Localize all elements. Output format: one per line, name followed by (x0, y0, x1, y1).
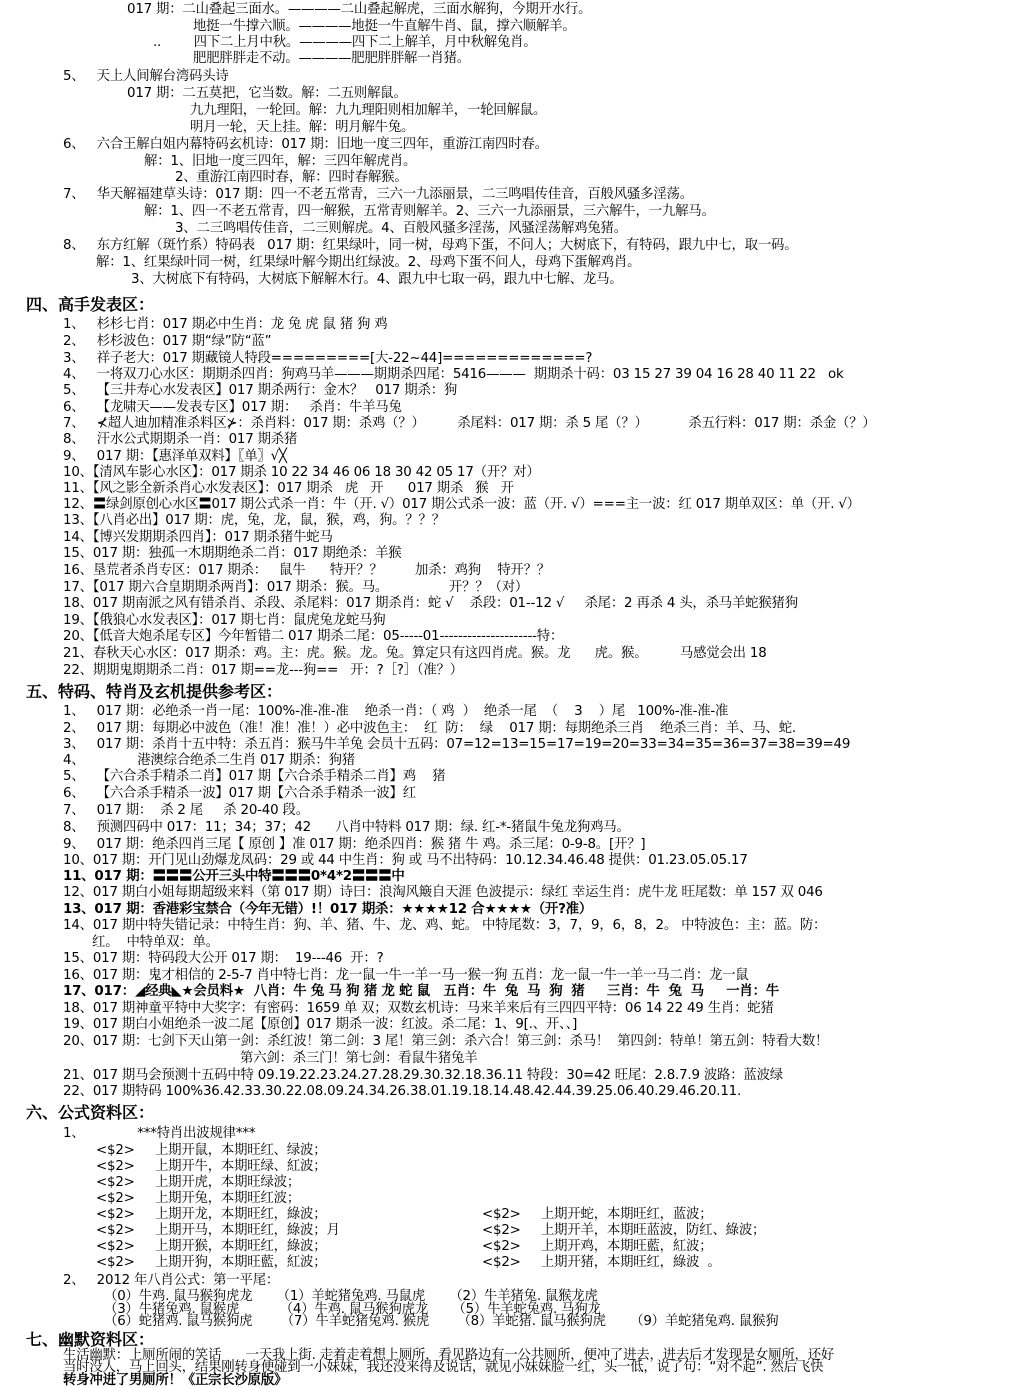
text-line: 1、 017 期：必绝杀一肖一尾：100%-准-准-准 绝杀一肖：（ 鸡 ） 绝杀一尾 （ 3 ）尾 100%-准-准-准 (63, 704, 729, 719)
text-line: <$2> 上期开鸡，本期旺藍，紅波； (482, 1239, 713, 1254)
text-line: <$2> 上期开猴，本期旺红，綠波； (96, 1239, 327, 1254)
text-line: 7、 华天解福建草头诗：017 期：四一不老五常青，三六一九添丽景，二三鸣唱传佳音，百般风骚多淫荡。 (63, 187, 693, 202)
text-line: 16、017 期：鬼才相信的 2-5-7 肖中特七肖：龙一鼠一牛一羊一马一猴一狗 五肖：龙一鼠一牛一羊一马二肖：龙一鼠 (63, 968, 749, 983)
text-line: 4、 港澳综合绝杀二生肖 017 期杀：狗猪 (63, 753, 355, 768)
text-line: 1、 ***特肖出波规律*** (63, 1126, 256, 1141)
text-line: 19、【俄狼心水发表区】：017 期七肖：鼠虎兔龙蛇马狗 (63, 613, 386, 628)
section-heading: 五、特码、特肖及玄机提供参考区： (26, 682, 283, 701)
text-line: 12、〓绿剑原创心水区〓017 期公式杀一肖：牛（开. √）017 期公式杀一波：蓝（开. √）===主一波：红 017 期单双区：单（开. √） (63, 497, 860, 512)
section-heading: 七、幽默资料区： (26, 1330, 155, 1350)
text-line: 11、017 期：〓〓〓公开三头中特〓〓〓0*4*2〓〓〓中 (63, 869, 405, 884)
text-line: 8、 东方红解（斑竹系）特码表 017 期：红果绿叶，同一树，母鸡下蛋，不问人；大树底下，有特码，跟九中七，取一码。 (63, 238, 798, 253)
text-line: 生活幽默：上厕所闹的笑话 一天我上街. 走着走着想上厕所，看见路边有一公共厕所，便冲了进去，进去后才发现是女厕所，还好 (63, 1347, 835, 1363)
text-line: 第六剑：杀三门！第七剑：看鼠牛猪兔羊 (240, 1051, 478, 1066)
text-line: 5、 【六合杀手精杀二肖】017 期【六合杀手精杀二肖】鸡 猪 (63, 769, 446, 784)
text-line: 13、017 期：香港彩宝禁合（今年无错）!！017 期杀：★★★★12 合★★★★（开?准） (63, 902, 593, 917)
text-line: 16、垦荒者杀肖专区：017 期杀： 鼠牛 特开？？ 加杀：鸡狗 特开？？ (63, 563, 550, 578)
text-line: 3、二三鸣唱传佳音，二三则解虎。4、百般风骚多淫荡，风骚淫荡解鸡兔猪。 (175, 221, 627, 236)
text-line: 8、 汗水公式期期杀一肖：017 期杀猪 (63, 432, 298, 447)
text-line: （3）牛猪兔鸡. 鼠猴虎 （4）牛鸡. 鼠马猴狗虎龙 （5）牛羊蛇兔鸡. 马狗龙 (104, 1301, 601, 1317)
text-line: 5、 【三井寿心水发表区】017 期杀两行：金木？ 017 期杀：狗 (63, 383, 458, 398)
text-line: 22、017 期特码 100%36.42.33.30.22.08.09.24.34.26.38.01.19.18.14.48.42.44.39.25.06.40.29.46.20.11. (63, 1084, 742, 1099)
text-line: 10、017 期：开门见山劲爆龙凤码：29 或 44 中生肖：狗 或 马不出特码：10.12.34.46.48 提供：01.23.05.05.17 (63, 853, 748, 868)
text-line: 解：1、四一不老五常青，四一解猴，五常青则解羊。2、三六一九添丽景，三六解牛，一九解马。 (144, 204, 715, 219)
text-line: 红。 中特单双：单。 (92, 935, 219, 950)
text-line: 017 期：二山叠起三面水。————二山叠起解虎，三面水解狗，今期开水行。 (127, 2, 592, 17)
text-line: 13、【八肖必出】017 期：虎，兔，龙，鼠，猴，鸡，狗。？？？ (63, 513, 445, 528)
text-line: 3、 017 期：杀肖十五中特：杀五肖：猴马牛羊兔 会员十五码：07=12=13=15=17=19=20=33=34=35=36=37=38=39=49 (63, 737, 851, 752)
text-line: 22、期期鬼期期杀二肖：017 期==龙---狗== 开：?［?］（准？） (63, 663, 463, 678)
text-line: （0）牛鸡. 鼠马猴狗虎龙 （1）羊蛇猪兔鸡. 马鼠虎 （2）牛羊猪兔. 鼠猴龙虎 (104, 1289, 598, 1304)
text-line: 5、 天上人间解台湾码头诗 (63, 69, 229, 84)
text-line: .. 四下二上月中秋。————四下二上解羊，月中秋解兔肖。 (153, 35, 537, 50)
text-line: 1、 杉杉七肖：017 期必中生肖：龙 兔 虎 鼠 猪 狗 鸡 (63, 317, 388, 332)
text-line: <$2> 上期开蛇，本期旺红，蓝波； (482, 1207, 713, 1222)
text-line: <$2> 上期开猪，本期旺红，綠波 。 (482, 1255, 721, 1270)
text-line: <$2> 上期开兔，本期旺红波； (96, 1191, 301, 1206)
text-line: 12、017 期白小姐每期超级来料（第 017 期）诗曰：浪淘风簸自天涯 色波提示：绿红 幸运生肖：虎牛龙 旺尾数：单 157 双 046 (63, 885, 823, 900)
text-line: 14、017 期中特失错记录：中特生肖：狗、羊、猪、牛、龙、鸡、蛇。 中特尾数：3，7，9，6，8，2。 中特波色：主：蓝。防： (63, 918, 827, 933)
text-line: 21、017 期马会预测十五码中特 09.19.22.23.24.27.28.29.30.32.18.36.11 特段：30=42 旺尾：2.8.7.9 波路：蓝波绿 (63, 1068, 783, 1083)
text-line: 3、大树底下有特码，大树底下解解木行。4、跟九中七取一码，跟九中七解、龙马。 (131, 272, 623, 287)
text-line: 转身冲进了男厕所！《正宗长沙原版》 (63, 1372, 288, 1388)
text-line: 17、【017 期六合皇期期杀两肖】：017 期杀：猴。马。 开？？（对） (63, 580, 529, 595)
text-line: 15、017 期：独孤一木期期绝杀二肖：017 期绝杀：羊猴 (63, 546, 402, 561)
text-line: 4、 一将双刀心水区：期期杀四肖：狗鸡马羊———期期杀四尾：5416——— 期期杀十码：03 15 27 39 04 16 28 40 11 22 ok (63, 367, 844, 382)
text-line: 2、 杉杉波色：017 期“绿”防“蓝” (63, 334, 272, 349)
text-line: 2、 2012 年八肖公式：第一平尾： (63, 1273, 280, 1288)
text-line: 2、 017 期：每期必中波色（准！准！准！）必中波色主： 红 防： 绿 017 期：每期绝杀三肖 绝杀三肖：羊、马、蛇. (63, 721, 796, 736)
text-line: 11、【风之影全新杀肖心水发表区】：017 期杀 虎 开 017 期杀 猴 开 (63, 481, 514, 496)
text-line: 18、017 期神童平特中大奖字：有密码：1659 单 双；双数玄机诗：马来羊来后有三四四平特：06 14 22 49 生肖：蛇猪 (63, 1001, 774, 1016)
text-line: 6、 【六合杀手精杀一波】017 期【六合杀手精杀一波】红 (63, 786, 416, 801)
text-line: 6、 【龙啸天——发表专区】017 期： 杀肖：牛羊马兔 (63, 400, 402, 415)
text-line: 明月一轮，天上挂。解：明月解牛兔。 (190, 120, 415, 135)
text-line: <$2> 上期开鼠，本期旺红、绿波； (96, 1143, 327, 1158)
text-line: 9、 017 期：绝杀四肖三尾【 原创 】准 017 期：绝杀四肖：猴 猪 牛 鸡。杀三尾：0-9-8。[开？] (63, 837, 646, 852)
text-line: 20、017 期：七剑下天山第一剑：杀红波！第二剑：3 尾！第三剑：杀六合！第三剑：杀马！ 第四剑：特单！第五剑：特看大数！ (63, 1034, 829, 1049)
text-line: 14、【博兴发期期杀四肖】：017 期杀猪牛蛇马 (63, 530, 333, 545)
text-line: 21、春秋天心水区：017 期杀：鸡。主：虎。猴。龙。兔。算定只有这四肖虎。猴。龙 虎。猴。 马感觉会出 18 (63, 646, 767, 661)
text-line: <$2> 上期开牛，本期旺绿、紅波； (96, 1159, 327, 1174)
text-line: 地挺一牛撑六顺。————地挺一牛直解牛肖、鼠，撑六顺解羊。 (193, 19, 576, 34)
text-line: （6）蛇猪鸡. 鼠马猴狗虎 （7）牛羊蛇猪兔鸡. 猴虎 （8）羊蛇猪. 鼠马猴狗虎 （9）羊蛇猪兔鸡. 鼠猴狗 (104, 1314, 779, 1330)
text-line: 6、 六合王解白姐内幕特码玄机诗：017 期：旧地一度三四年，重游江南四时春。 (63, 137, 548, 152)
text-line: 九九理阳，一轮回。解：九九理阳则相加解羊，一轮回解鼠。 (190, 103, 547, 118)
text-line: 解：1、旧地一度三四年，解：三四年解虎肖。 (144, 154, 417, 169)
text-line: 3、 祥子老大：017 期藏镜人特段=========[大-22~44]=============? (63, 351, 593, 366)
text-line: 17、017：◢经典◣★会员料★ 八肖：牛 兔 马 狗 猪 龙 蛇 鼠 五肖：牛 兔 马 狗 猪 三肖：牛 兔 马 一肖：牛 (63, 984, 779, 999)
text-line: 解：1、红果绿叶同一树，红果绿叶解今期出红绿波。2、母鸡下蛋不问人，母鸡下蛋解鸡肖。 (96, 255, 641, 270)
text-line: 15、017 期：特码段大公开 017 期： 19---46 开：? (63, 951, 384, 966)
text-line: 9、 017 期：【惠泽单双料】〖单〗√╳ (63, 449, 287, 464)
text-line: 10、【清风车影心水区】：017 期杀 10 22 34 46 06 18 30 42 05 17（开？对） (63, 465, 540, 480)
text-line: <$2> 上期开马，本期旺红，綠波；月 (96, 1223, 340, 1238)
text-line: <$2> 上期开羊，本期旺蓝波，防红、綠波； (482, 1223, 766, 1238)
text-line: 19、017 期白小姐绝杀一波二尾【原创】017 期杀一波：红波。杀二尾：1、9[.、开、、] (63, 1017, 578, 1032)
text-line: <$2> 上期开狗，本期旺藍，紅波； (96, 1255, 327, 1270)
text-line: 肥肥胖胖走不动。————肥肥胖胖解一肖猪。 (193, 51, 471, 66)
text-line: 20、【低音大炮杀尾专区】今年暂错二 017 期杀二尾：05-----01---------------------特： (63, 629, 564, 644)
text-line: 7、 017 期： 杀 2 尾 杀 20-40 段。 (63, 803, 309, 818)
text-line: 8、 预测四码中 017：11；34；37；42 八肖中特料 017 期：绿. 红-*-猪鼠牛兔龙狗鸡马。 (63, 820, 630, 835)
text-line: 7、 ⊀超人迪加精准杀料区⊁：杀肖料：017 期：杀鸡（？） 杀尾料：017 期：杀 5 尾（？） 杀五行料：017 期：杀金（？） (63, 416, 876, 431)
text-line: <$2> 上期开龙，本期旺红，綠波； (96, 1207, 327, 1222)
text-line: 2、重游江南四时春，解：四时春解猴。 (175, 170, 408, 185)
text-line: 18、017 期南派之风有错杀肖、杀段、杀尾料：017 期杀肖：蛇 √ 杀段：01--12 √ 杀尾：2 再杀 4 头，杀马羊蛇猴猪狗 (63, 596, 798, 611)
section-heading: 四、高手发表区： (26, 295, 155, 314)
section-heading: 六、公式资料区： (26, 1103, 155, 1122)
text-line: 当时没人，马上回头，结果刚转身便碰到一小妹妹，我还没来得及说话，就见小妹妹脸一红，头一低，说了句：“对不起”. 然后飞快 (63, 1360, 824, 1376)
text-line: 017 期：二五莫把，它当数。解：二五则解鼠。 (127, 86, 407, 101)
text-line: <$2> 上期开虎，本期旺绿波； (96, 1175, 301, 1190)
